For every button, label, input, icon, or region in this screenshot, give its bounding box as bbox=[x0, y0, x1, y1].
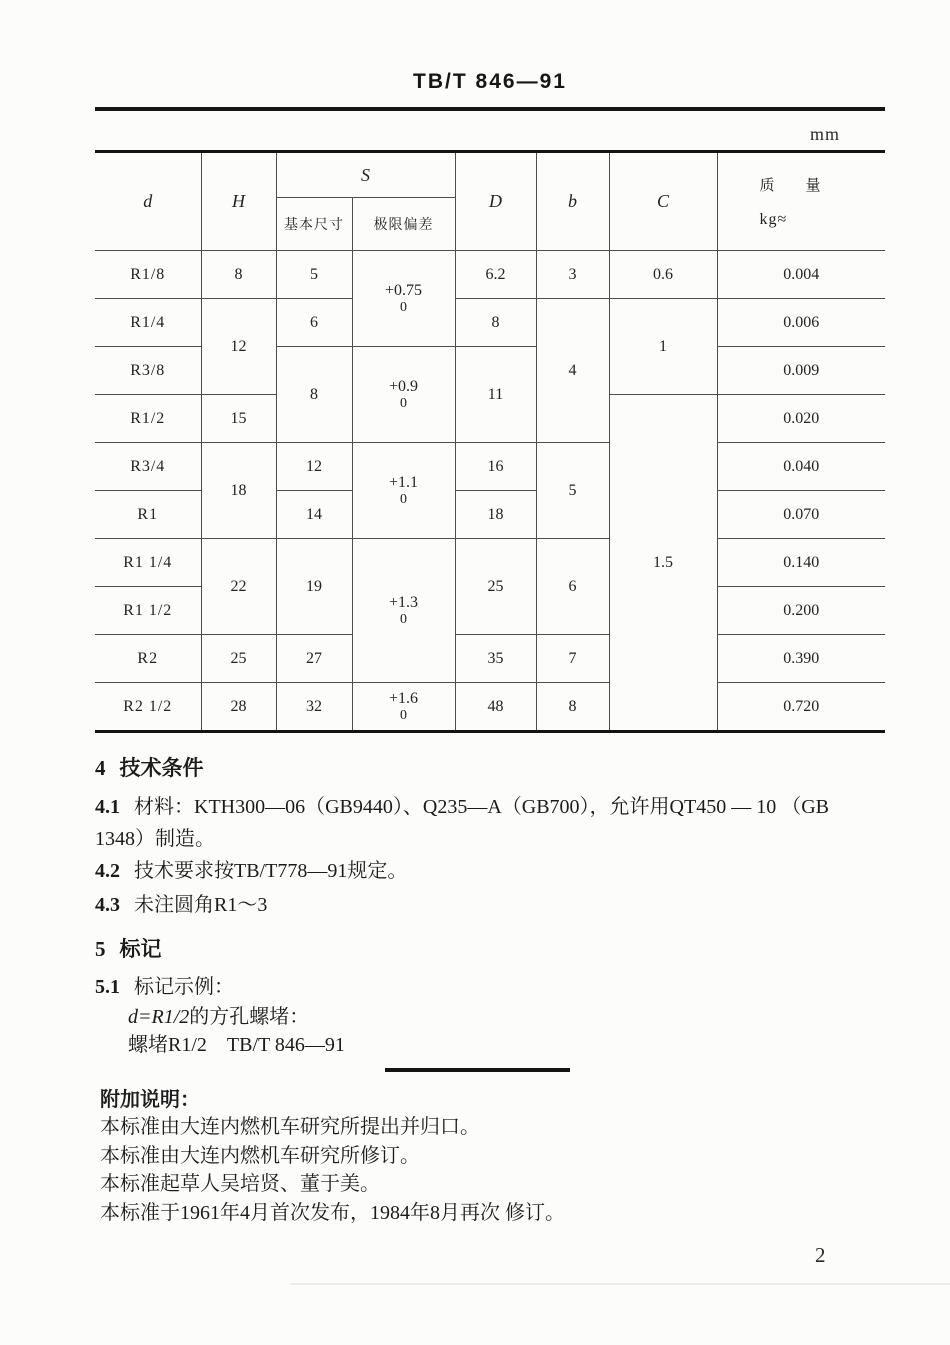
clause-4-3 bbox=[95, 888, 267, 917]
deviation-lower: 0 bbox=[400, 492, 407, 508]
cell-D: 18 bbox=[455, 491, 536, 539]
cell-s-basic: 6 bbox=[276, 299, 352, 347]
marking-example-line2 bbox=[128, 1028, 345, 1057]
clause-4-3-number: 4.3 bbox=[95, 894, 120, 916]
marking-example-rest: 的方孔螺堵： bbox=[189, 1006, 310, 1028]
marking-example-formula: d=R1/2 bbox=[128, 1006, 190, 1028]
cell-d: R1 bbox=[95, 491, 201, 539]
clause-4-1-line1 bbox=[95, 790, 829, 819]
deviation-upper: +1.3 bbox=[388, 593, 419, 611]
cell-s-limit bbox=[352, 443, 455, 539]
cell-s-basic: 12 bbox=[276, 443, 352, 491]
note-line: 本标准起草人吴培贤、董于美。 bbox=[100, 1173, 380, 1195]
deviation-lower: 0 bbox=[400, 708, 407, 724]
cell-b: 8 bbox=[536, 683, 609, 732]
cell-s-limit bbox=[352, 251, 455, 347]
cell-mass: 0.200 bbox=[717, 587, 885, 635]
cell-mass: 0.020 bbox=[717, 395, 885, 443]
table-row bbox=[95, 683, 885, 732]
marking-designation: 螺堵R1/2 TB/T 846—91 bbox=[128, 1034, 345, 1056]
mass-header-label: 质 量 bbox=[759, 178, 829, 194]
cell-d: R1 1/2 bbox=[95, 587, 201, 635]
section-5-heading bbox=[95, 933, 162, 963]
marking-example-line1 bbox=[128, 1000, 309, 1029]
cell-s-limit bbox=[352, 539, 455, 683]
cell-D: 35 bbox=[455, 635, 536, 683]
cell-b: 6 bbox=[536, 539, 609, 635]
col-header-s-basic: 基本尺寸 bbox=[276, 198, 352, 251]
cell-s-basic: 14 bbox=[276, 491, 352, 539]
cell-d: R2 1/2 bbox=[95, 683, 201, 732]
cell-d: R1 1/4 bbox=[95, 539, 201, 587]
note-line: 本标准由大连内燃机车研究所修订。 bbox=[100, 1145, 420, 1167]
cell-H: 8 bbox=[201, 251, 276, 299]
cell-s-basic: 27 bbox=[276, 635, 352, 683]
clause-5-1-number: 5.1 bbox=[95, 976, 120, 998]
cell-b: 7 bbox=[536, 635, 609, 683]
cell-C: 1 bbox=[609, 299, 717, 395]
col-header-S: S bbox=[276, 152, 455, 198]
clause-4-3-text: 未注圆角R1～3 bbox=[134, 894, 268, 916]
section-4-number: 4 bbox=[95, 756, 106, 780]
clause-4-2-number: 4.2 bbox=[95, 860, 120, 882]
deviation-upper: +0.75 bbox=[384, 281, 423, 299]
document-number: TB/T 846—91 bbox=[413, 70, 567, 93]
table-row bbox=[95, 251, 885, 299]
cell-mass: 0.720 bbox=[717, 683, 885, 732]
clause-4-1-line2 bbox=[95, 822, 215, 851]
cell-H: 15 bbox=[201, 395, 276, 443]
cell-D: 16 bbox=[455, 443, 536, 491]
notes-divider bbox=[385, 1068, 570, 1072]
section-5-number: 5 bbox=[95, 937, 106, 961]
cell-H: 25 bbox=[201, 635, 276, 683]
deviation-upper: +1.1 bbox=[388, 473, 419, 491]
note-line: 本标准于1961年4月首次发布，1984年8月再次 修订。 bbox=[100, 1202, 565, 1224]
cell-D: 8 bbox=[455, 299, 536, 347]
clause-4-1-number: 4.1 bbox=[95, 796, 120, 818]
cell-C: 1.5 bbox=[609, 395, 717, 732]
cell-D: 6.2 bbox=[455, 251, 536, 299]
unit-label: mm bbox=[810, 124, 841, 144]
clause-4-1-continuation: 1348）制造。 bbox=[95, 828, 215, 850]
note-line: 本标准由大连内燃机车研究所提出并归口。 bbox=[100, 1116, 480, 1138]
clause-4-2-text: 技术要求按TB/T778—91规定。 bbox=[134, 860, 408, 882]
notes-title: 附加说明： bbox=[100, 1089, 200, 1111]
cell-s-limit bbox=[352, 347, 455, 443]
page-number: 2 bbox=[815, 1243, 826, 1267]
dimension-table bbox=[95, 150, 885, 733]
col-header-H: H bbox=[201, 152, 276, 251]
table-row bbox=[95, 635, 885, 683]
cell-s-basic: 5 bbox=[276, 251, 352, 299]
cell-H: 28 bbox=[201, 683, 276, 732]
cell-s-basic: 32 bbox=[276, 683, 352, 732]
cell-H: 12 bbox=[201, 299, 276, 395]
deviation-upper: +1.6 bbox=[388, 689, 419, 707]
section-4-heading bbox=[95, 752, 204, 782]
cell-d: R2 bbox=[95, 635, 201, 683]
cell-D: 25 bbox=[455, 539, 536, 635]
table-row bbox=[95, 539, 885, 587]
deviation-upper: +0.9 bbox=[388, 377, 419, 395]
col-header-b: b bbox=[536, 152, 609, 251]
section-5-title: 标记 bbox=[119, 937, 162, 961]
table-header-row bbox=[95, 152, 885, 198]
header-rule bbox=[95, 107, 885, 111]
mass-header-unit: kg≈ bbox=[759, 211, 788, 228]
col-header-mass bbox=[717, 152, 885, 251]
clause-5-1-text: 标记示例： bbox=[134, 976, 234, 998]
dimension-table-grid bbox=[95, 150, 885, 733]
cell-H: 22 bbox=[201, 539, 276, 635]
cell-mass: 0.009 bbox=[717, 347, 885, 395]
cell-d: R1/2 bbox=[95, 395, 201, 443]
cell-mass: 0.006 bbox=[717, 299, 885, 347]
col-header-s-limit: 极限偏差 bbox=[352, 198, 455, 251]
deviation-lower: 0 bbox=[400, 612, 407, 628]
deviation-lower: 0 bbox=[400, 300, 407, 316]
cell-D: 48 bbox=[455, 683, 536, 732]
cell-mass: 0.004 bbox=[717, 251, 885, 299]
cell-D: 11 bbox=[455, 347, 536, 443]
cell-mass: 0.140 bbox=[717, 539, 885, 587]
bottom-rule bbox=[290, 1283, 950, 1285]
table-row bbox=[95, 443, 885, 491]
section-4-title: 技术条件 bbox=[119, 756, 204, 780]
cell-b: 3 bbox=[536, 251, 609, 299]
cell-s-basic: 8 bbox=[276, 347, 352, 443]
deviation-lower: 0 bbox=[400, 396, 407, 412]
cell-d: R1/8 bbox=[95, 251, 201, 299]
col-header-D: D bbox=[455, 152, 536, 251]
cell-s-basic: 19 bbox=[276, 539, 352, 635]
clause-4-1-text: 材料：KTH300—06（GB9440）、Q235—A（GB700），允许用QT450 — 10 （GB bbox=[134, 796, 829, 818]
cell-mass: 0.040 bbox=[717, 443, 885, 491]
cell-d: R3/4 bbox=[95, 443, 201, 491]
clause-4-2 bbox=[95, 854, 407, 883]
cell-d: R3/8 bbox=[95, 347, 201, 395]
cell-s-limit bbox=[352, 683, 455, 732]
cell-mass: 0.070 bbox=[717, 491, 885, 539]
cell-mass: 0.390 bbox=[717, 635, 885, 683]
clause-5-1 bbox=[95, 970, 234, 999]
col-header-d: d bbox=[95, 152, 201, 251]
col-header-C: C bbox=[609, 152, 717, 251]
cell-d: R1/4 bbox=[95, 299, 201, 347]
cell-C: 0.6 bbox=[609, 251, 717, 299]
cell-b: 4 bbox=[536, 299, 609, 443]
cell-H: 18 bbox=[201, 443, 276, 539]
cell-b: 5 bbox=[536, 443, 609, 539]
table-row bbox=[95, 299, 885, 347]
